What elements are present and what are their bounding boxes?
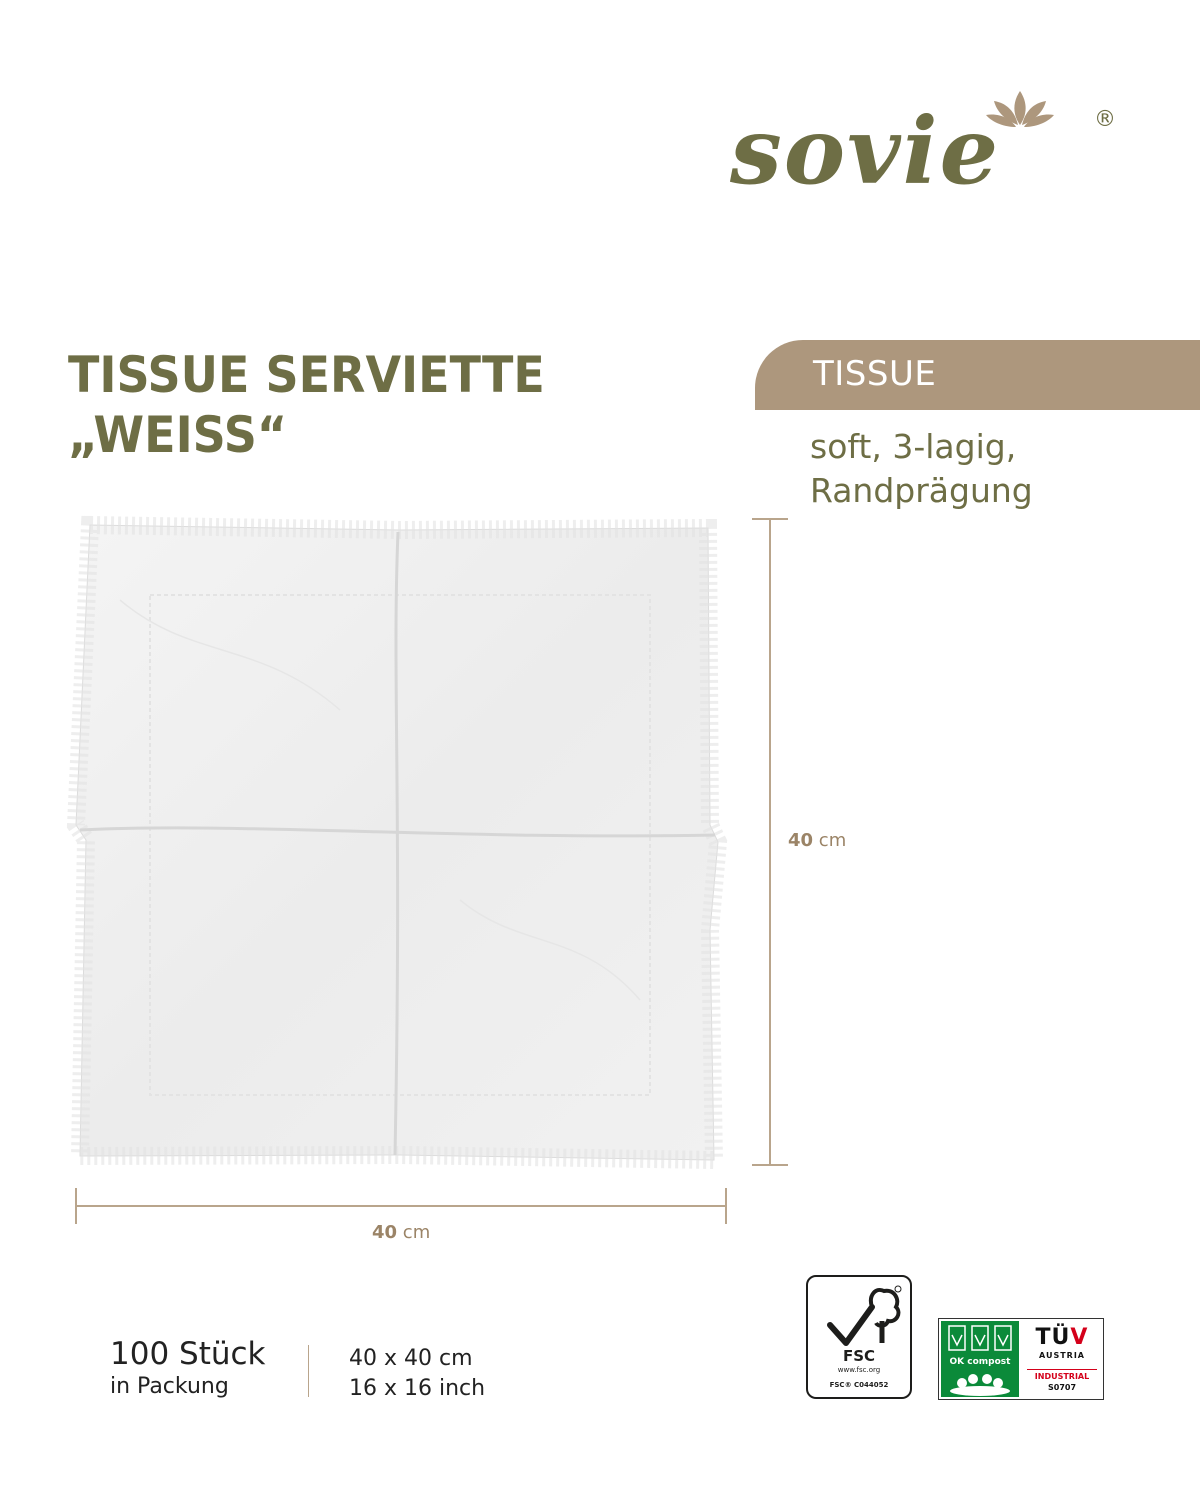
package-count: 100 Stück [110,1336,266,1372]
height-unit: cm [818,830,847,851]
tuv-code: S0707 [1047,1383,1077,1392]
tuv-logo-v: V [1070,1325,1089,1350]
compost-arrows-icon [941,1323,1019,1357]
size-metric: 40 x 40 cm [349,1346,473,1371]
ok-compost-label: OK compost [949,1357,1011,1367]
product-title-line2: „WEISS“ [68,406,288,464]
height-label [788,830,846,851]
material-description [810,425,1033,513]
napkin-image [40,480,730,1170]
flower-icon [941,1369,1019,1397]
height-dimension-line [750,518,790,1166]
package-divider [308,1345,309,1397]
fsc-license-code: FSC® C044052 [829,1381,889,1389]
product-title-line1: TISSUE SERVIETTE [68,346,545,404]
fsc-badge [806,1275,912,1399]
width-value: 40 [372,1222,398,1243]
package-quantity [110,1335,266,1401]
width-unit: cm [402,1222,431,1243]
brand-wordmark: sovie [730,97,1001,205]
registered-mark: ® [1094,107,1116,132]
width-dimension-line [75,1186,727,1226]
tuv-compost-badge [938,1318,1104,1400]
tuv-logo-tu: TÜ [1035,1325,1071,1350]
tuv-austria-panel [1023,1321,1101,1397]
size-imperial: 16 x 16 inch [349,1376,486,1401]
tuv-type: INDUSTRIAL [1027,1369,1097,1381]
fsc-name: FSC [842,1347,876,1365]
material-desc-line1: soft, 3-lagig, [810,427,1017,466]
ok-compost-panel [941,1321,1019,1397]
tuv-country: AUSTRIA [1039,1351,1085,1360]
height-value: 40 [788,830,814,851]
material-desc-line2: Randprägung [810,471,1033,510]
fsc-url: www.fsc.org [837,1366,881,1374]
material-tag [755,340,1200,410]
width-label [372,1222,430,1243]
package-count-sub: in Packung [110,1374,229,1399]
package-size [349,1344,485,1404]
material-tag-label: TISSUE [813,354,937,394]
brand-logo [730,85,1120,205]
fsc-tree-icon [816,1285,904,1347]
tuv-logo [1023,1325,1101,1350]
product-title [68,345,545,465]
